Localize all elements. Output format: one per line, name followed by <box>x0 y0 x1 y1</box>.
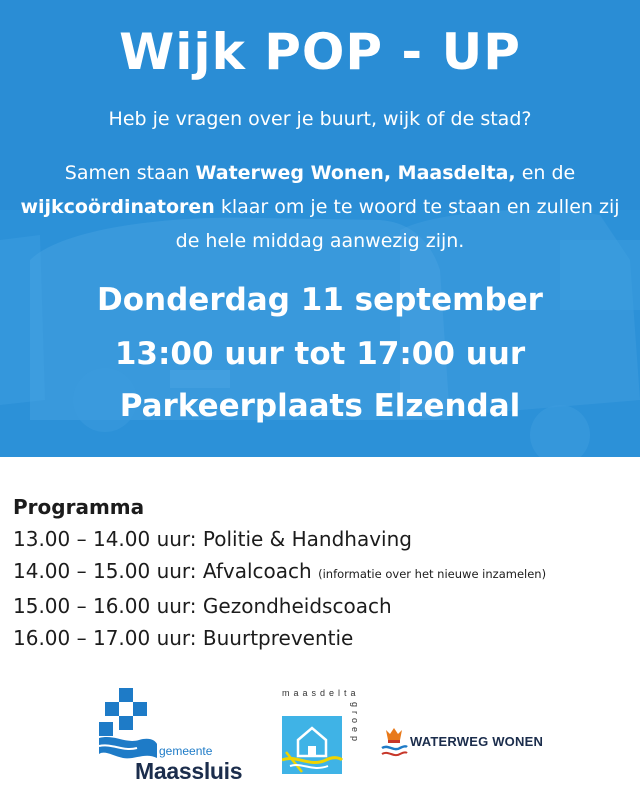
hero-intro <box>20 156 620 258</box>
intro-partners: Waterweg Wonen, Maasdelta, <box>195 162 516 184</box>
program-item <box>13 555 546 590</box>
program-item-text: 13.00 – 14.00 uur: Politie & Handhaving <box>13 527 412 551</box>
program-section <box>13 493 546 654</box>
maassluis-emblem-icon <box>95 688 159 766</box>
maasdelta-house-icon <box>282 702 346 774</box>
maassluis-logo <box>95 688 265 788</box>
maassluis-name-text: Maassluis <box>135 758 243 784</box>
program-item <box>13 622 546 654</box>
program-item-note: (informatie over het nieuwe inzamelen) <box>318 567 547 581</box>
waterweg-name-text: WATERWEG WONEN <box>410 734 544 749</box>
event-location: Parkeerplaats Elzendal <box>119 388 521 424</box>
program-item-text: 15.00 – 16.00 uur: Gezondheidscoach <box>13 594 392 618</box>
intro-text-3: klaar om je te woord te staan en zullen zij de hele middag aanwezig zijn. <box>175 196 620 252</box>
intro-coordinators: wijkcoördinatoren <box>20 196 215 218</box>
page-title: Wijk POP - UP <box>119 23 521 81</box>
waterweg-logo <box>380 724 550 760</box>
program-item-text: 16.00 – 17.00 uur: Buurtpreventie <box>13 626 354 650</box>
maasdelta-name-text: maasdelta <box>282 688 360 698</box>
program-item <box>13 590 546 622</box>
intro-text-2: en de <box>515 162 576 184</box>
event-date: Donderdag 11 september <box>97 282 543 318</box>
program-heading: Programma <box>13 495 145 519</box>
hero-question: Heb je vragen over je buurt, wijk of de stad? <box>108 108 532 130</box>
program-item-text: 14.00 – 15.00 uur: Afvalcoach <box>13 559 312 583</box>
program-item <box>13 523 546 555</box>
event-time: 13:00 uur tot 17:00 uur <box>114 336 526 372</box>
maasdelta-logo <box>278 688 368 788</box>
waterweg-crown-icon <box>380 724 408 760</box>
intro-text-1: Samen staan <box>64 162 196 184</box>
maassluis-gemeente-text: gemeente <box>159 744 213 758</box>
maasdelta-groep-text: groep <box>350 702 360 746</box>
partner-logos <box>0 680 640 800</box>
